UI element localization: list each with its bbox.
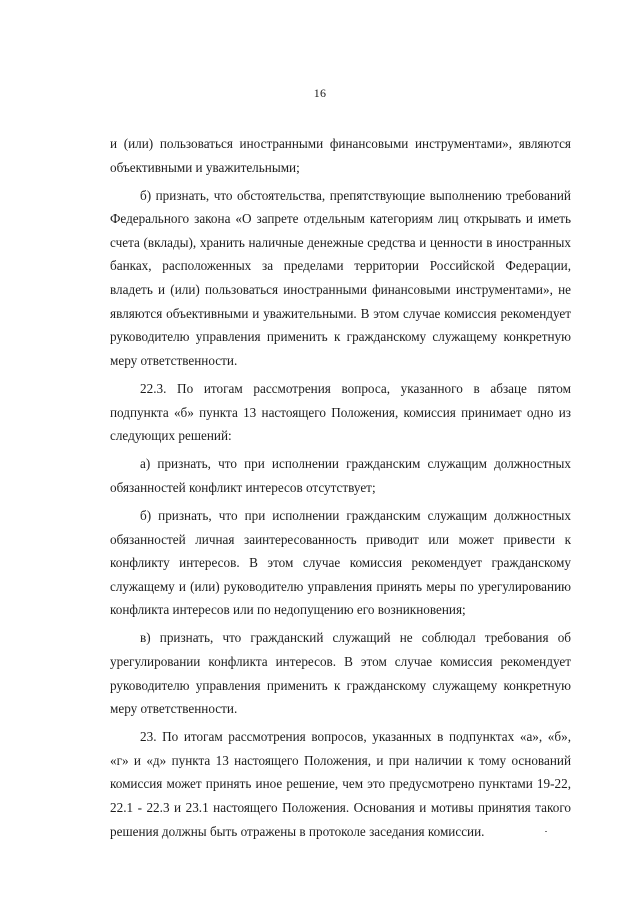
paragraph-subitem-b-conflict-possible: б) признать, что при исполнении гражданским служащим должностных обязанностей личная заинтересованность приводит или может привести к конфликту интересов. В этом случае комиссия рекомендует гражданскому служащему и (или) руководителю управления принять меры по урегулированию конфликта интересов или по недопущению его возникновения; [110, 507, 571, 618]
paragraph-subitem-v-not-complied: в) признать, что гражданский служащий не соблюдал требования об урегулировании конфликта интересов. В этом случае комиссия рекомендует руководителю управления применить к гражданскому служащему конкретную меру ответственности. [110, 630, 571, 717]
document-body [110, 132, 571, 843]
paragraph-clause-22-3: 22.3. По итогам рассмотрения вопроса, указанного в абзаце пятом подпункта «б» пункта 13 настоящего Положения, комиссия принимает одно из следующих решений: [110, 380, 571, 444]
paragraph-continuation: и (или) пользоваться иностранными финансовыми инструментами», являются объективными и уважительными; [110, 136, 571, 175]
page-number: 16 [313, 86, 327, 100]
paragraph-subitem-b-foreign-instruments: б) признать, что обстоятельства, препятствующие выполнению требований Федерального закона «О запрете отдельным категориям лиц открывать и иметь счета (вклады), хранить наличные денежные средства и ценности в иностранных банках, расположенных за пределами территории Российской Федерации, владеть и (или) пользоваться иностранными финансовыми инструментами», не являются объективными и уважительными. В этом случае комиссия рекомендует руководителю управления применить к гражданскому служащему конкретную меру ответственности. [110, 187, 571, 368]
paragraph-clause-23: 23. По итогам рассмотрения вопросов, указанных в подпунктах «а», «б», «г» и «д» пункта 13 настоящего Положения, и при наличии к тому оснований комиссия может принять иное решение, чем это предусмотрено пунктами 19-22, 22.1 - 22.3 и 23.1 настоящего Положения. Основания и мотивы принятия такого решения должны быть отражены в протоколе заседания комиссии. [110, 729, 571, 839]
paragraph-subitem-a-no-conflict: а) признать, что при исполнении гражданским служащим должностных обязанностей конфликт интересов отсутствует; [110, 456, 571, 495]
scan-artifact [545, 831, 547, 832]
